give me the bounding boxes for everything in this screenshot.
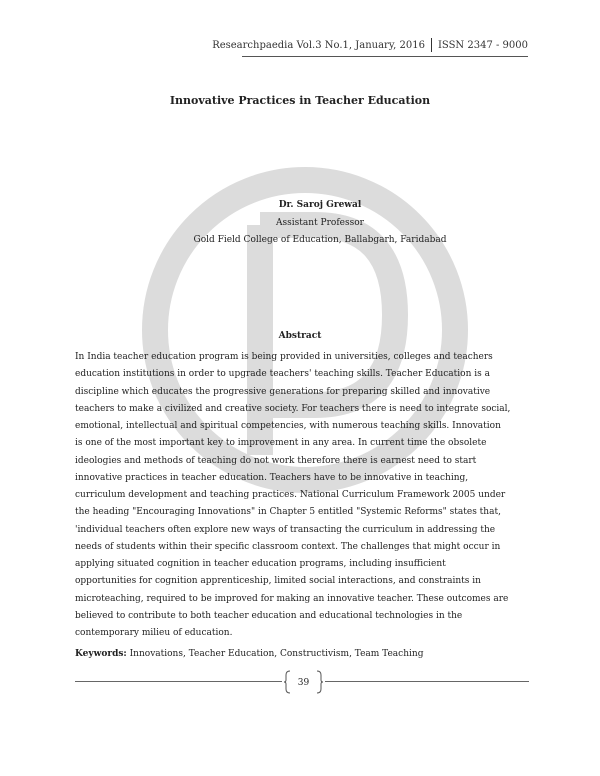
author-affiliation: Gold Field College of Education, Ballabgarh, Faridabad	[193, 235, 447, 245]
issn: ISSN 2347 - 9000	[437, 39, 528, 51]
author-position: Assistant Professor	[276, 217, 364, 228]
abstract-line: In India teacher education program is being provided in universities, colleges and teachers	[75, 352, 493, 362]
journal-citation: Researchpaedia Vol.3 No.1, January, 2016	[212, 39, 425, 51]
abstract-line: 'individual teachers often explore new ways of transacting the curriculum in addressing the	[75, 524, 496, 535]
paper-title: Innovative Practices in Teacher Education	[169, 94, 431, 107]
running-header	[212, 38, 528, 52]
page-number: 39	[297, 678, 310, 688]
footer-rule-right	[325, 681, 529, 682]
abstract-line: needs of students within their specific classroom context. The challenges that might occur in	[75, 541, 501, 552]
abstract-line: applying situated cognition in teacher education programs, including insufficient	[75, 559, 446, 569]
header-divider	[431, 38, 432, 52]
abstract-line: emotional, intellectual and spiritual competencies, with numerous teaching skills. Innovation	[75, 421, 501, 431]
keywords-label: Keywords:	[75, 649, 127, 659]
abstract-line: innovative practices in teacher education. Teachers have to be innovative in teaching,	[75, 472, 469, 483]
abstract-line: curriculum development and teaching practices. National Curriculum Framework 2005 under	[75, 490, 506, 500]
footer-rule-left	[75, 681, 282, 682]
abstract-line: microteaching, required to be improved for making an innovative teacher. These outcomes are	[75, 593, 509, 604]
abstract-line: discipline which educates the progressive generations for preparing skilled and innovative	[75, 386, 491, 397]
author-name: Dr. Saroj Grewal	[278, 200, 362, 210]
abstract-line: the heading "Encouraging Innovations" in Chapter 5 entitled "Systemic Reforms" states that,	[75, 507, 501, 518]
abstract-line: believed to contribute to both teacher education and educational technologies in the	[75, 610, 463, 621]
abstract-line: opportunities for cognition apprenticeship, limited social interactions, and constraints in	[75, 576, 481, 587]
abstract-line: contemporary milieu of education.	[75, 628, 233, 638]
abstract-line: teachers to make a civilized and creative society. For teachers there is need to integrate social,	[75, 403, 511, 414]
abstract-body	[75, 349, 529, 642]
keywords-text: Innovations, Teacher Education, Constructivism, Team Teaching	[126, 649, 424, 659]
abstract-line: is one of the most important key to improvement in any area. In current time the obsolete	[75, 438, 487, 449]
abstract-line: education institutions in order to upgrade teachers' teaching skills. Teacher Education is a	[75, 369, 490, 380]
abstract-line: ideologies and methods of teaching do not work therefore there is earnest need to start	[75, 455, 477, 466]
header-rule	[242, 56, 528, 57]
keywords	[75, 649, 529, 659]
author-block	[0, 197, 600, 250]
abstract-heading: Abstract	[278, 331, 322, 341]
